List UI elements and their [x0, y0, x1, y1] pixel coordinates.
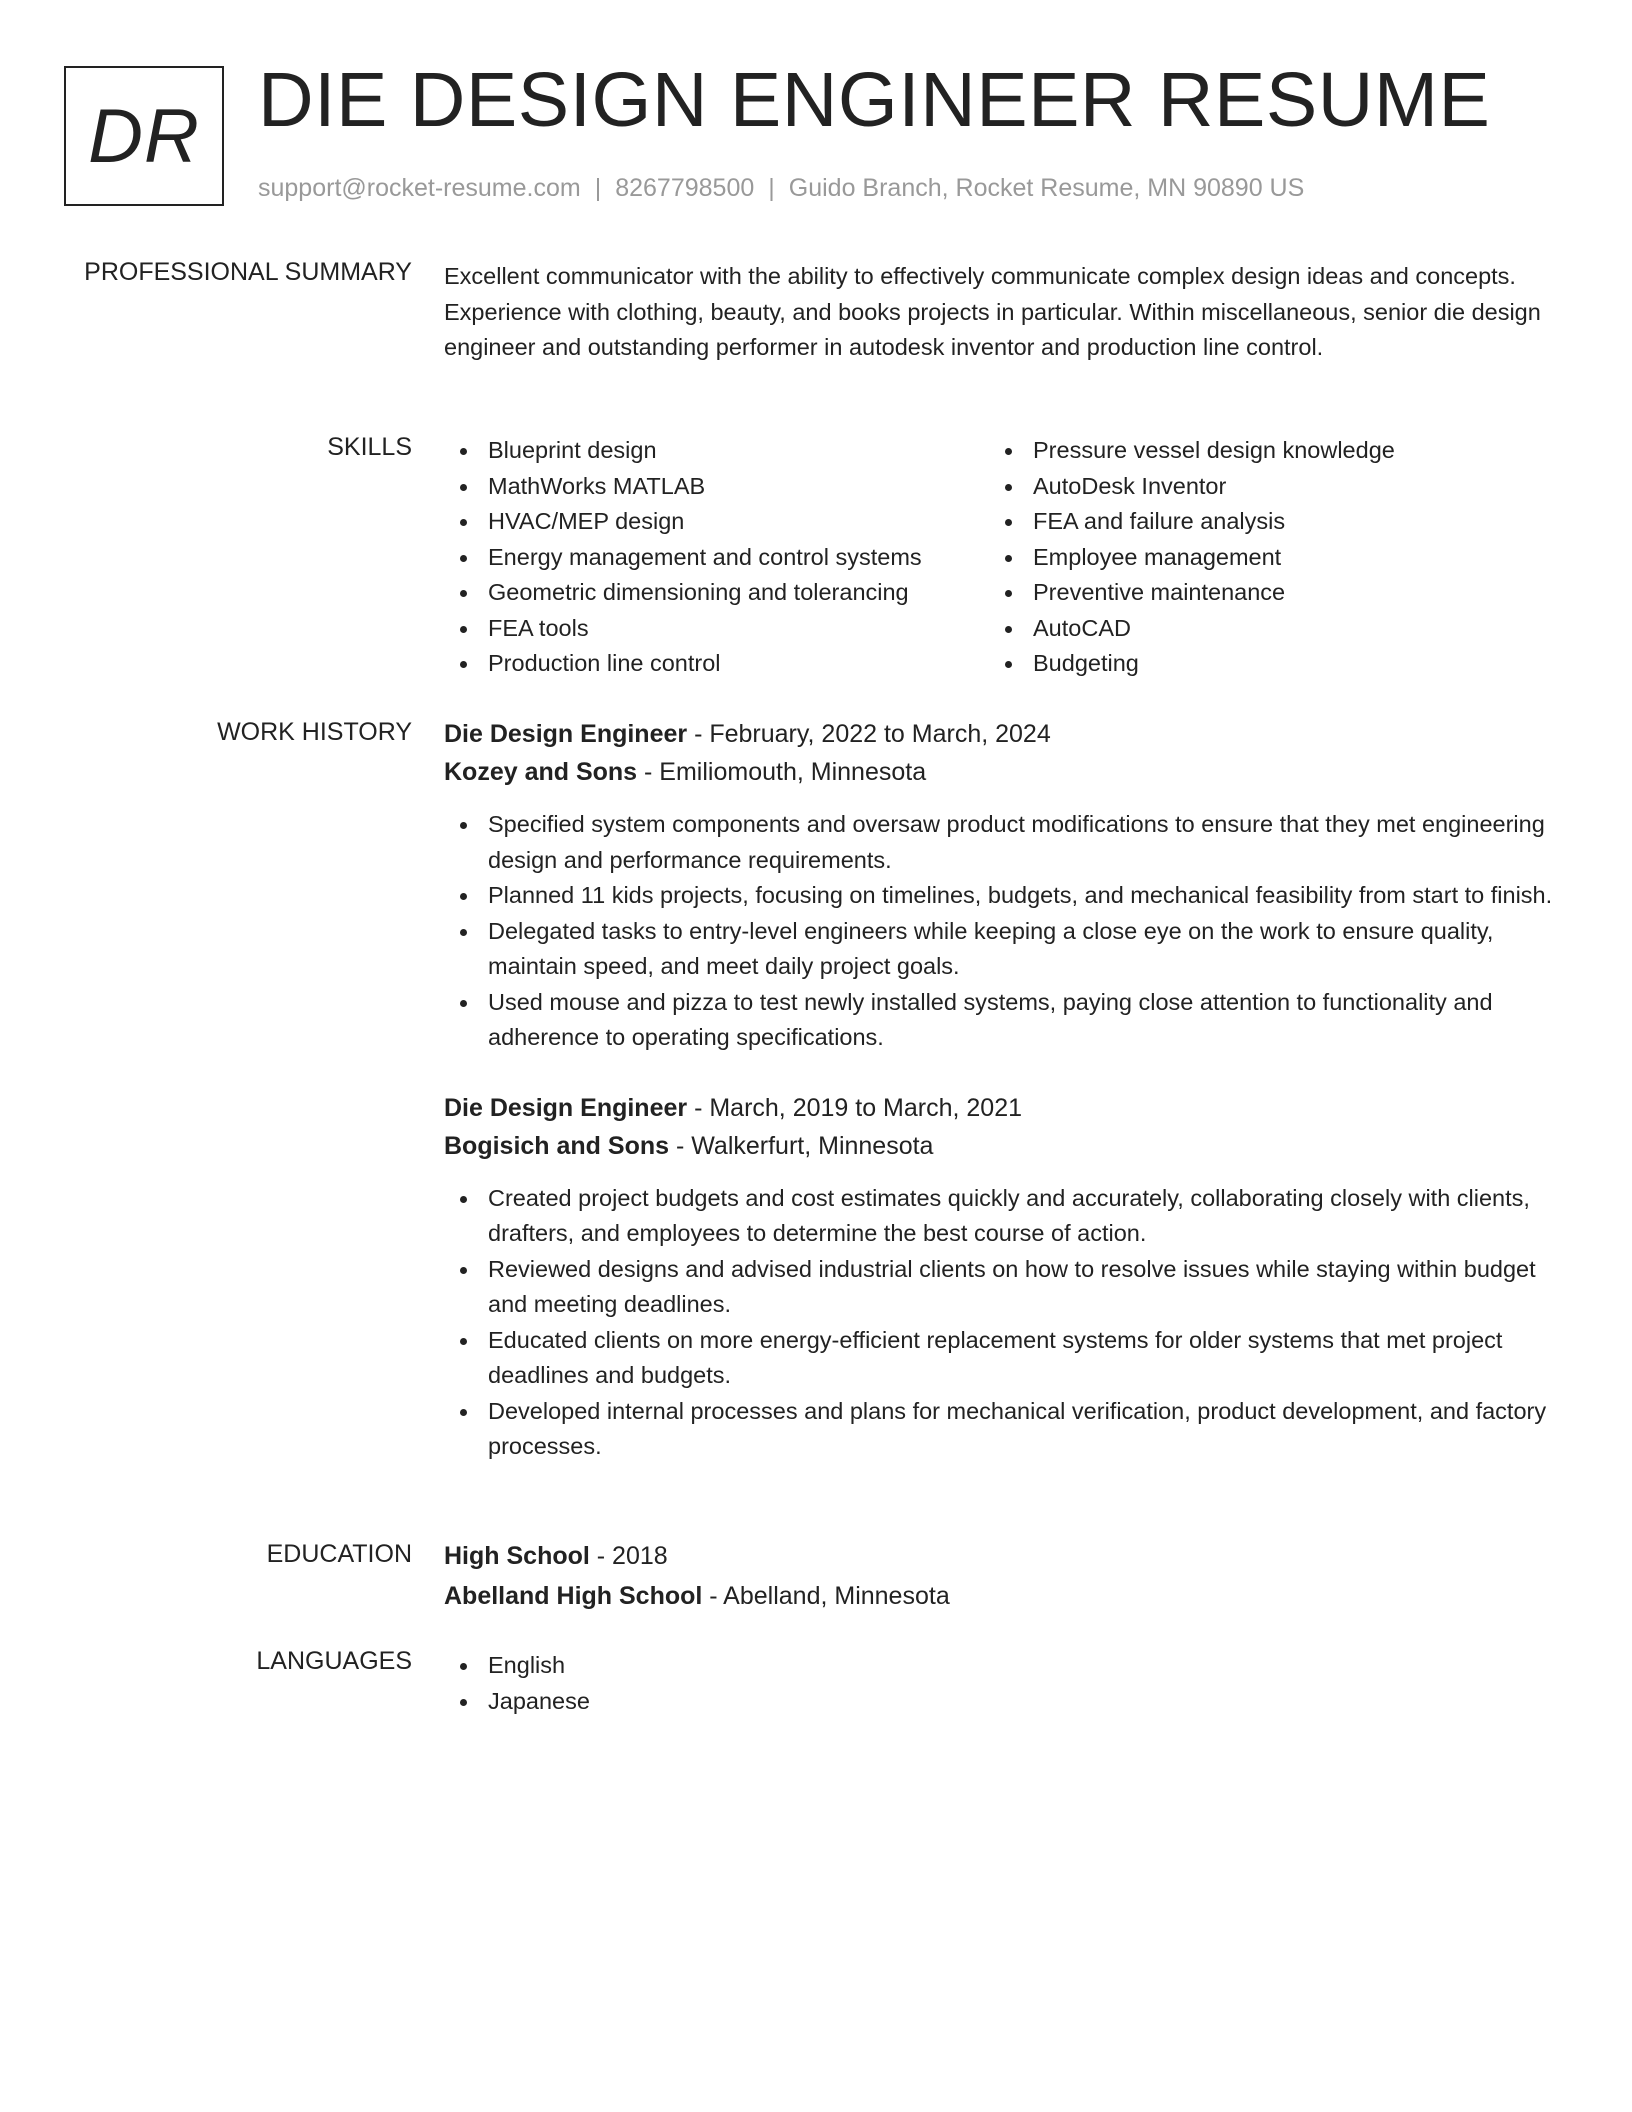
contact-email: support@rocket-resume.com	[258, 174, 581, 202]
education-label: EDUCATION	[266, 1540, 412, 1568]
education-degree: High School	[444, 1542, 590, 1570]
education-location: - Abelland, Minnesota	[702, 1582, 950, 1610]
job-entry	[444, 1089, 1556, 1465]
job-title: Die Design Engineer	[444, 720, 688, 748]
contact-address: Guido Branch, Rocket Resume, MN 90890 US	[788, 174, 1305, 202]
languages-list	[444, 1648, 1556, 1719]
job-title: Die Design Engineer	[444, 1093, 688, 1122]
job-title-line	[444, 1089, 1556, 1127]
skills-list-right	[989, 433, 1534, 682]
skill-item: AutoCAD	[989, 611, 1534, 647]
language-item: English	[444, 1648, 1556, 1684]
job-dates: - February, 2022 to March, 2024	[687, 720, 1051, 748]
work-history-body	[444, 715, 1556, 1465]
skill-item: AutoDesk Inventor	[989, 469, 1534, 505]
contact-line	[258, 174, 1304, 203]
skill-item: Employee management	[989, 540, 1534, 576]
job-bullet: Used mouse and pizza to test newly installed systems, paying close attention to functionality and adherence to operating specifications.	[444, 985, 1556, 1056]
skill-item: Geometric dimensioning and tolerancing	[444, 575, 989, 611]
summary-text: Excellent communicator with the ability to effectively communicate complex design ideas and concepts. Experience with clothing, beauty, and books projects in particular. Within miscellaneous, senior die design engineer and outstanding performer in autodesk inventor and production line control.	[444, 263, 1541, 360]
contact-phone: 8267798500	[615, 174, 755, 202]
job-bullet: Educated clients on more energy-efficient replacement systems for older systems that met project deadlines and budgets.	[444, 1323, 1556, 1394]
skill-item: HVAC/MEP design	[444, 504, 989, 540]
job-bullets	[444, 1181, 1556, 1465]
monogram-text: DR	[88, 93, 200, 179]
work-history-label: WORK HISTORY	[217, 718, 412, 746]
skill-item: Budgeting	[989, 646, 1534, 682]
job-bullet: Created project budgets and cost estimates quickly and accurately, collaborating closely with clients, drafters, and employees to determine the best course of action.	[444, 1181, 1556, 1252]
job-dates: - March, 2019 to March, 2021	[687, 1093, 1023, 1122]
education-school: Abelland High School	[444, 1582, 703, 1610]
skill-item: Production line control	[444, 646, 989, 682]
job-company-line	[444, 753, 1556, 791]
job-bullets	[444, 807, 1556, 1056]
contact-separator: |	[768, 174, 775, 202]
summary-body	[444, 259, 1556, 366]
skill-item: FEA tools	[444, 611, 989, 647]
education-body	[444, 1537, 1556, 1615]
job-bullet: Reviewed designs and advised industrial clients on how to resolve issues while staying within budget and meeting deadlines.	[444, 1252, 1556, 1323]
education-degree-line	[444, 1537, 1556, 1575]
skill-item: Blueprint design	[444, 433, 989, 469]
language-item: Japanese	[444, 1684, 1556, 1720]
skill-item: FEA and failure analysis	[989, 504, 1534, 540]
skill-item: MathWorks MATLAB	[444, 469, 989, 505]
education-year: - 2018	[589, 1542, 668, 1570]
skills-label: SKILLS	[327, 433, 412, 461]
monogram-logo	[64, 66, 224, 206]
job-location: - Walkerfurt, Minnesota	[669, 1131, 934, 1160]
education-school-line	[444, 1577, 1556, 1615]
job-entry	[444, 715, 1556, 1056]
job-bullet: Planned 11 kids projects, focusing on timelines, budgets, and mechanical feasibility from start to finish.	[444, 878, 1556, 914]
skills-body	[444, 433, 1556, 682]
languages-label: LANGUAGES	[256, 1647, 412, 1675]
job-location: - Emiliomouth, Minnesota	[637, 758, 927, 786]
skill-item: Pressure vessel design knowledge	[989, 433, 1534, 469]
contact-separator: |	[594, 174, 602, 202]
languages-body	[444, 1648, 1556, 1719]
job-title-line	[444, 715, 1556, 753]
page-title: DIE DESIGN ENGINEER RESUME	[258, 57, 1491, 143]
skills-list-left	[444, 433, 989, 682]
job-bullet: Delegated tasks to entry-level engineers while keeping a close eye on the work to ensure quality, maintain speed, and meet daily project goals.	[444, 914, 1556, 985]
skill-item: Energy management and control systems	[444, 540, 989, 576]
job-bullet: Developed internal processes and plans for mechanical verification, product development, and factory processes.	[444, 1394, 1556, 1465]
skill-item: Preventive maintenance	[989, 575, 1534, 611]
summary-label: PROFESSIONAL SUMMARY	[84, 258, 412, 286]
job-company-line	[444, 1127, 1556, 1165]
job-company: Kozey and Sons	[444, 758, 638, 786]
job-bullet: Specified system components and oversaw product modifications to ensure that they met engineering design and performance requirements.	[444, 807, 1556, 878]
job-company: Bogisich and Sons	[444, 1131, 670, 1160]
